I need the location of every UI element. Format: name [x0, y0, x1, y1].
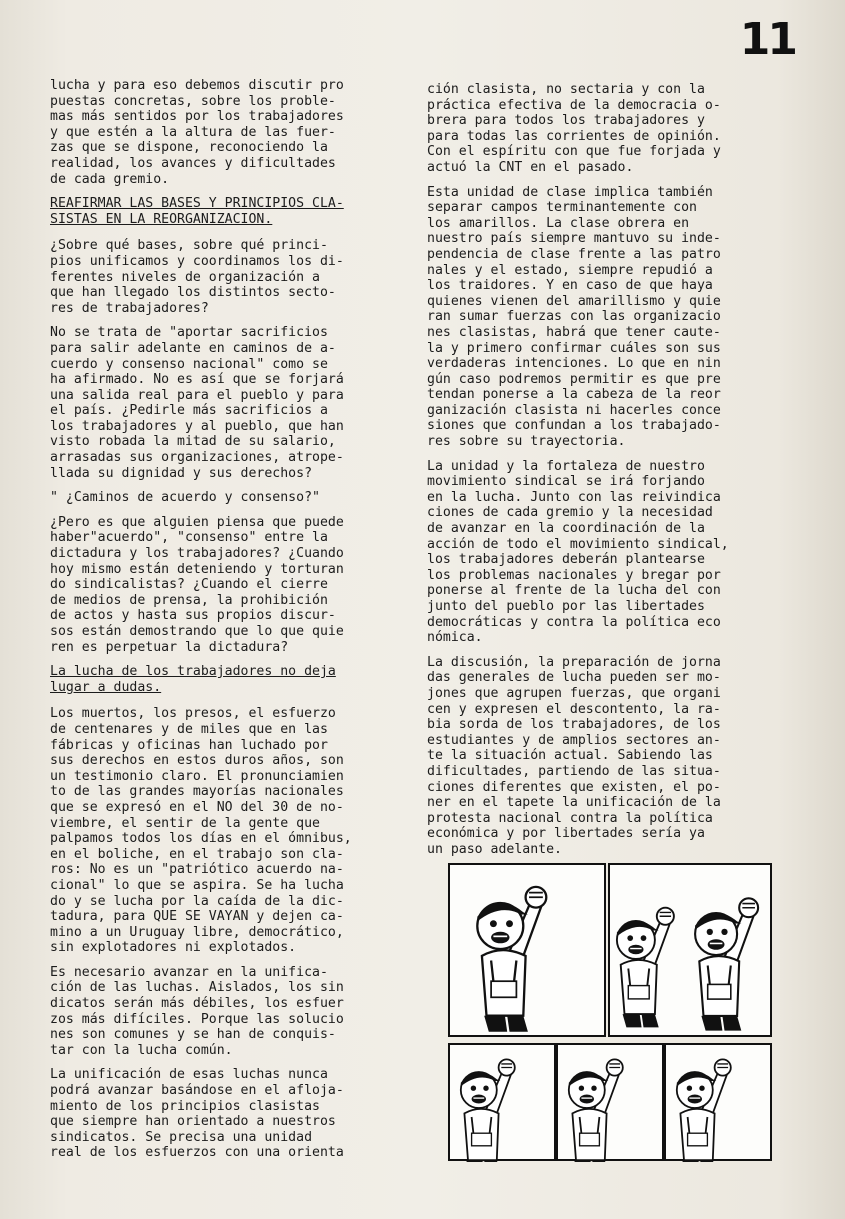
- paragraph: Esta unidad de clase implica también separar campos terminantemente con los amarillos. La clase obrera en nuestro país siempre mantuvo su inde- pendencia de clase frente a las patro nales y el estado, siempre repudió a los traidores. Y en caso de que haya quienes vienen del amarillismo y quie ran sumar fuerzas con las organizacio nes clasistas, habrá que tener caute- la y primero confirmar cuáles son sus verdaderas intenciones. Lo que en nin gún caso podremos permitir es que pre tendan ponerse a la cabeza de la reor ganización clasista ni hacerles conce siones que confundan a los trabajado- res sobre su trayectoria.: [427, 184, 721, 450]
- paragraph: La unificación de esas luchas nunca podrá avanzar basándose en el afloja- miento de los principios clasistas que siempre han orientado a nuestros sindicatos. Se precisa una unidad real de los esfuerzos con una orienta: [50, 1067, 344, 1161]
- section-heading: REAFIRMAR LAS BASES Y PRINCIPIOS CLA- SISTAS EN LA REORGANIZACION.: [50, 196, 344, 227]
- page-number: 11: [739, 14, 795, 65]
- right-column: [427, 82, 787, 867]
- left-column: [50, 78, 405, 1170]
- paragraph: Es necesario avanzar en la unifica- ción de las luchas. Aislados, los sin dicatos serán más débiles, los esfuer zos más difíciles. Porque las solucio nes son comunes y se han de conquis- tar con la lucha común.: [50, 964, 344, 1058]
- paragraph: " ¿Caminos de acuerdo y consenso?": [50, 490, 320, 506]
- paragraph: lucha y para eso debemos discutir pro puestas concretas, sobre los proble- mas más sentidos por los trabajadores y que estén a la altura de las fuer- zas que se dispone, reconociendo la realidad, los avances y dificultades de cada gremio.: [50, 78, 344, 187]
- paragraph: ción clasista, no sectaria y con la práctica efectiva de la democracia o- brera para todos los trabajadores y para todas las corrientes de opinión. Con el espíritu con que fue forjada y actuó la CNT en el pasado.: [427, 82, 721, 175]
- workers-cartoon-illustration: [447, 862, 773, 1162]
- paragraph: Los muertos, los presos, el esfuerzo de centenares y de miles que en las fábricas y oficinas han luchado por sus derechos en estos duros años, son un testimonio claro. El pronunciamien to de las grandes mayorías nacionales que se expresó en el NO del 30 de no- viembre, el sentir de la gente que palpamos todos los días en el ómnibus, en el boliche, en el trabajo son cla- ros: No es un "patriótico acuerdo na- cional" lo que se aspira. Se ha lucha do y se lucha por la caída de la dic- tadura, para QUE SE VAYAN y dejen ca- mino a un Uruguay libre, democrático, sin explotadores ni explotados.: [50, 706, 352, 956]
- paragraph: La discusión, la preparación de jorna das generales de lucha pueden ser mo- jones que agrupen fuerzas, que organi cen y expresen el descontento, la ra- bia sorda de los trabajadores, de los estudiantes y de amplios sectores an- te la situación actual. Sabiendo las dificultades, partiendo de las situa- ciones diferentes que existen, el po- ner en el tapete la unificación de la protesta nacional contra la política económica y por libertades sería ya un paso adelante.: [427, 654, 721, 857]
- paragraph: No se trata de "aportar sacrificios para salir adelante en caminos de a- cuerdo y consenso nacional" como se ha afirmado. No es así que se forjará una salida real para el pueblo y para el país. ¿Pedirle más sacrificios a los trabajadores y al pueblo, que han visto robada la mitad de su salario, arrasadas sus organizaciones, atrope- llada su dignidad y sus derechos?: [50, 325, 344, 481]
- subheading: La lucha de los trabajadores no deja lugar a dudas.: [50, 664, 336, 695]
- paragraph: ¿Sobre qué bases, sobre qué princi- pios unificamos y coordinamos los di- ferentes niveles de organización a que han llegado los distintos secto- res de trabajadores?: [50, 238, 344, 316]
- paragraph: La unidad y la fortaleza de nuestro movimiento sindical se irá forjando en la lucha. Junto con las reivindica ciones de cada gremio y la necesidad de avanzar en la coordinación de la acción de todo el movimiento sindical, los trabajadores deberán plantearse los problemas nacionales y bregar por ponerse al frente de la lucha del con junto del pueblo por las libertades democráticas y contra la política eco nómica.: [427, 458, 729, 646]
- paragraph: ¿Pero es que alguien piensa que puede haber"acuerdo", "consenso" entre la dictadura y los trabajadores? ¿Cuando hoy mismo están deteniendo y torturan do sindicalistas? ¿Cuando el cierre de medios de prensa, la prohibición de actos y hasta sus propios discur- sos están demostrando que lo que quie ren es perpetuar la dictadura?: [50, 514, 344, 655]
